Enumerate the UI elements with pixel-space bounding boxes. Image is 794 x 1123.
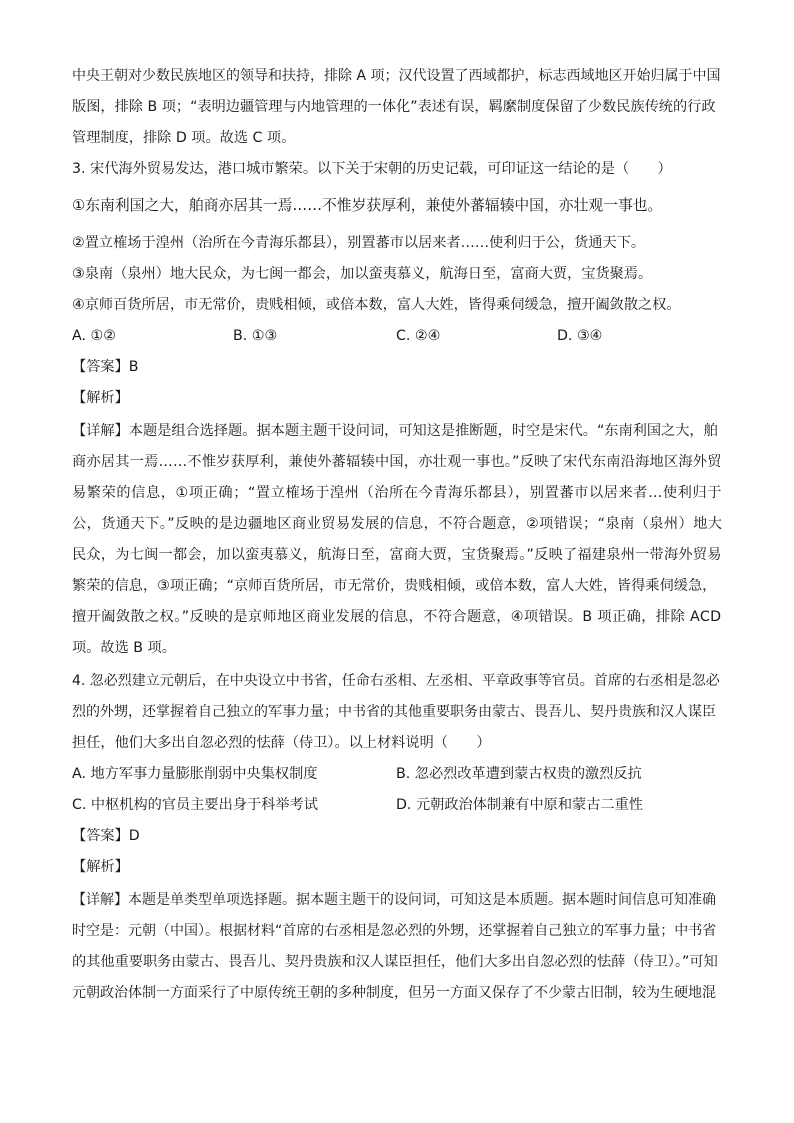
text-line: 管理制度，排除 D 项。故选 C 项。 [72,130,296,146]
question-3-source-3: ③泉南（泉州）地大民众，为七闽一都会，加以蛮夷慕义，航海日至，富商大贾，宝货聚焉。 [72,266,653,282]
question-4-option-a: A. 地方军事力量膨胀削弱中央集权制度 [72,766,318,782]
text-line: 商亦居其一焉……不惟岁获厚利，兼使外蕃辐辏中国，亦壮观一事也。”反映了宋代东南沿海地区海外贸 [72,454,722,470]
text-line: 中央王朝对少数民族地区的领导和扶持，排除 A 项；汉代设置了西域都护，标志西域地区开始归属于中国 [72,68,721,84]
text-line: 易繁荣的信息，①项正确；“置立榷场于湟州（治所在今青海乐都县），别置蕃市以居来者…使利归于 [72,485,723,501]
answer-label: 【答案】D [72,828,140,844]
text-line: 元朝政治体制一方面采行了中原传统王朝的多种制度，但另一方面又保存了不少蒙古旧制，较为生硬地混 [72,985,716,1001]
text-line: 民众，为七闽一都会，加以蛮夷慕义，航海日至，富商大贾，宝货聚焉。”反映了福建泉州一带海外贸易 [72,547,722,563]
question-3-source-1: ①东南利国之大，舶商亦居其一焉……不惟岁获厚利，兼使外蕃辐辏中国，亦壮观一事也。 [72,197,663,214]
text-line: 时空是：元朝（中国）。根据材料“首席的右丞相是忽必烈的外甥，还掌握着自己独立的军事力量；中书省 [72,923,717,939]
question-3-source-2: ②置立榷场于湟州（治所在今青海乐都县），别置蕃市以居来者……使利归于公，货通天下。 [72,235,646,251]
analysis-label: 【解析】 [72,859,129,875]
text-line: 【详解】本题是组合选择题。据本题主题干设问词，可知这是推断题，时空是宋代。“东南利国之大，舶 [72,423,718,439]
text-line: 擅开阖敛散之权。”反映的是京师地区商业发展的信息，不符合题意，④项错误。B 项正确，排除 ACD [72,609,722,625]
question-3-option-a: A. ①② [72,328,116,344]
text-line: 公，货通天下。”反映的是边疆地区商业贸易发展的信息，不符合题意，②项错误；“泉南（泉州）地大 [72,516,723,532]
question-3-option-c: C. ②④ [396,328,441,344]
text-line: 【详解】本题是单类型单项选择题。据本题主题干的设问词，可知这是本质题。据本题时间信息可知准确 [72,892,716,908]
question-3-stem: 3. 宋代海外贸易发达，港口城市繁荣。以下关于宋朝的历史记载，可印证这一结论的是（ ） [72,161,672,177]
text-line: 繁荣的信息，③项正确；“京师百货所居，市无常价，贵贱相倾，或倍本数，富人大姓，皆得乘伺缓急， [72,578,717,594]
question-4-stem: 担任，他们大多出自忽必烈的怯薛（侍卫）。以上材料说明（ ） [72,735,491,751]
question-4-option-c: C. 中枢机构的官员主要出身于科举考试 [72,797,318,813]
text-line: 的其他重要职务由蒙古、畏吾儿、契丹贵族和汉人谋臣担任，他们大多出自忽必烈的怯薛（侍卫）。”可知 [72,954,718,970]
question-4-option-b: B. 忽必烈改革遭到蒙古权贵的激烈反抗 [396,766,642,782]
answer-label: 【答案】B [72,359,139,375]
question-4-stem: 4. 忽必烈建立元朝后，在中央设立中书省，任命右丞相、左丞相、平章政事等官员。首席的右丞相是忽必 [72,673,720,689]
analysis-label: 【解析】 [72,390,129,406]
question-4-option-d: D. 元朝政治体制兼有中原和蒙古二重性 [396,797,643,813]
question-3-option-d: D. ③④ [557,328,603,344]
text-line: 版图，排除 B 项；“表明边疆管理与内地管理的一体化”表述有误，羁縻制度保留了少数民族传统的行政 [72,99,716,115]
question-4-stem: 烈的外甥，还掌握着自己独立的军事力量；中书省的其他重要职务由蒙古、畏吾儿、契丹贵族和汉人谋臣 [72,704,716,720]
question-3-option-b: B. ①③ [233,328,278,344]
question-3-source-4: ④京师百货所居，市无常价，贵贱相倾，或倍本数，富人大姓，皆得乘伺缓急，擅开阖敛散之权。 [72,297,681,313]
text-line: 项。故选 B 项。 [72,640,176,656]
